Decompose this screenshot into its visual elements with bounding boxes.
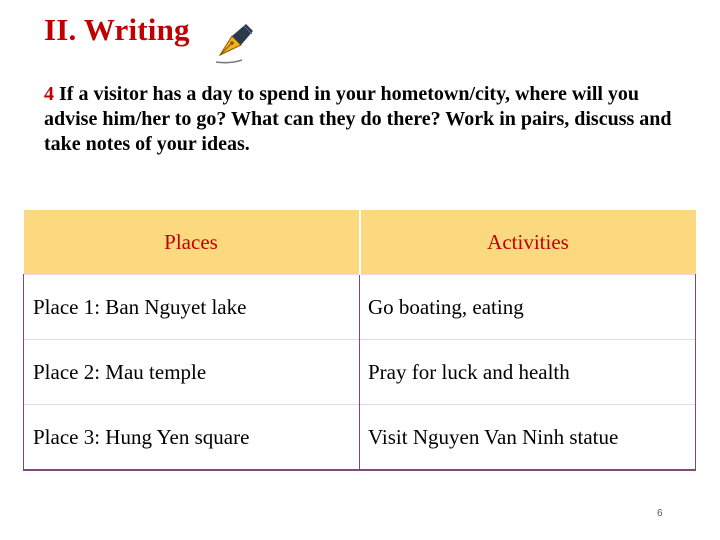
section-title: II. Writing — [44, 12, 190, 47]
table-row — [24, 340, 696, 405]
activity-cell: Pray for luck and health — [360, 340, 696, 405]
task-number: 4 — [44, 83, 54, 105]
notes-table — [23, 210, 696, 471]
activity-cell: Visit Nguyen Van Ninh statue — [360, 405, 696, 471]
place-cell: Place 2: Mau temple — [24, 340, 360, 405]
table-row — [24, 405, 696, 471]
table-row — [24, 275, 696, 340]
page-number: 6 — [657, 508, 663, 519]
table-header-row — [24, 210, 696, 275]
activity-cell: Go boating, eating — [360, 275, 696, 340]
header-activities: Activities — [360, 210, 696, 275]
fountain-pen-icon — [208, 22, 258, 68]
place-cell: Place 3: Hung Yen square — [24, 405, 360, 471]
place-cell: Place 1: Ban Nguyet lake — [24, 275, 360, 340]
header-places: Places — [24, 210, 360, 275]
task-text: If a visitor has a day to spend in your hometown/city, where will you advise him/her to go? What can they do there? Work in pairs, discuss and take notes of your ideas. — [44, 83, 672, 155]
task-prompt — [44, 82, 684, 157]
